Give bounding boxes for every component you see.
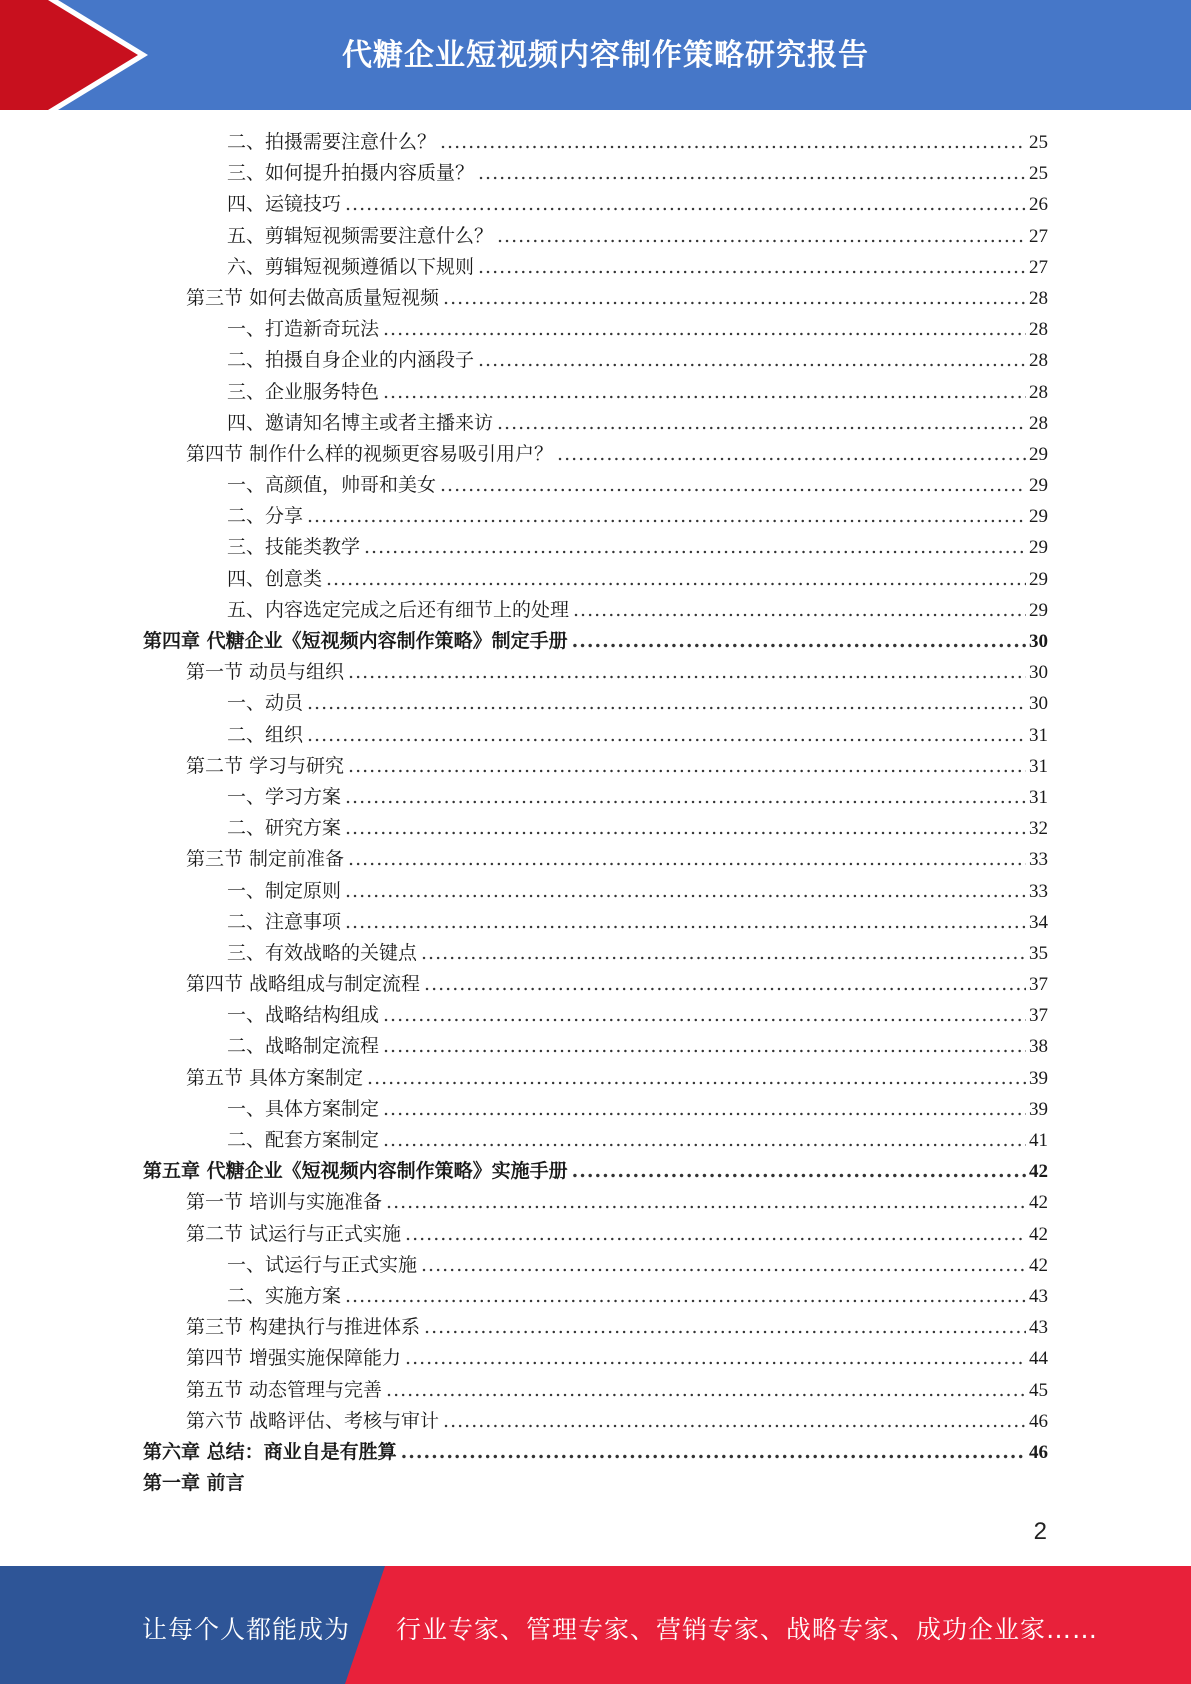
toc-entry-page: 30 <box>1029 631 1048 652</box>
toc-entry-title: 二、战略制定流程 <box>227 1035 380 1058</box>
toc-dot-leader <box>405 1343 1026 1374</box>
toc-entry-title: 四、运镜技巧 <box>227 193 342 216</box>
toc-entry-title: 二、拍摄需要注意什么？ <box>227 131 437 153</box>
toc-entry[interactable] <box>143 1063 1048 1094</box>
toc-entry-page: 46 <box>1029 1410 1048 1432</box>
toc-entry-page: 25 <box>1029 132 1048 153</box>
toc-entry-page: 32 <box>1029 818 1048 840</box>
toc-entry[interactable] <box>143 501 1048 532</box>
toc-dot-leader <box>345 907 1026 938</box>
toc-entry-page: 29 <box>1029 475 1048 497</box>
toc-entry[interactable] <box>143 813 1048 844</box>
toc-entry[interactable] <box>143 564 1048 595</box>
toc-entry-page: 28 <box>1029 319 1048 341</box>
footer-slogan-right: 行业专家、管理专家、营销专家、战略专家、成功企业家…… <box>396 1615 1099 1644</box>
document-title: 代糖企业短视频内容制作策略研究报告 <box>342 38 869 73</box>
toc-entry-title: 第四节 增强实施保障能力 <box>186 1347 402 1370</box>
toc-entry[interactable] <box>143 377 1048 408</box>
toc-dot-leader <box>440 127 1026 158</box>
toc-entry-page: 30 <box>1029 662 1048 684</box>
toc-entry-page: 45 <box>1029 1379 1048 1401</box>
toc-entry[interactable] <box>143 688 1048 719</box>
toc-entry-page: 44 <box>1029 1348 1048 1370</box>
toc-entry-title: 第五节 动态管理与完善 <box>186 1378 383 1401</box>
toc-entry[interactable] <box>143 127 1048 158</box>
toc-entry-page: 42 <box>1029 1161 1048 1183</box>
toc-entry-title: 一、试运行与正式实施 <box>227 1253 418 1276</box>
toc-entry-title: 一、战略结构组成 <box>227 1004 380 1027</box>
toc-entry[interactable] <box>143 470 1048 501</box>
toc-entry-page: 29 <box>1029 568 1048 590</box>
toc-dot-leader <box>443 283 1026 314</box>
toc-dot-leader <box>557 439 1026 470</box>
toc-entry-page: 35 <box>1029 942 1048 964</box>
toc-dot-leader <box>345 189 1026 220</box>
toc-dot-leader <box>348 751 1026 782</box>
toc-entry-title: 三、企业服务特色 <box>227 380 380 403</box>
toc-entry[interactable] <box>143 938 1048 969</box>
toc-entry-title: 第三节 如何去做高质量短视频 <box>186 286 440 309</box>
toc-entry-title: 一、打造新奇玩法 <box>227 318 380 341</box>
toc-entry-page: 39 <box>1029 1098 1048 1120</box>
toc-entry[interactable] <box>143 907 1048 938</box>
toc-entry-page: 28 <box>1029 412 1048 434</box>
toc-entry[interactable] <box>143 844 1048 875</box>
toc-entry-title: 第三节 制定前准备 <box>186 848 345 871</box>
toc-dot-leader <box>386 1187 1026 1218</box>
toc-entry-title: 四、邀请知名博主或者主播来访 <box>227 411 494 434</box>
toc-entry[interactable] <box>143 1187 1048 1218</box>
toc-entry[interactable] <box>143 1312 1048 1343</box>
page-footer <box>0 1566 1191 1684</box>
toc-dot-leader <box>383 1125 1026 1156</box>
page-header <box>0 0 1191 110</box>
toc-entry-title: 第四节 制作什么样的视频更容易吸引用户？ <box>186 442 554 465</box>
toc-entry[interactable] <box>143 1219 1048 1250</box>
toc-dot-leader <box>383 1031 1026 1062</box>
toc-entry-title: 一、动员 <box>227 692 304 715</box>
toc-entry[interactable] <box>143 532 1048 563</box>
toc-entry-page: 43 <box>1029 1317 1048 1339</box>
toc-entry-title: 第四章 代糖企业《短视频内容制作策略》制定手册 <box>143 630 568 652</box>
toc-entry[interactable] <box>143 1000 1048 1031</box>
toc-dot-leader <box>345 876 1026 907</box>
toc-entry-page: 26 <box>1029 194 1048 216</box>
toc-entry-page: 37 <box>1029 974 1048 996</box>
toc-entry-page: 28 <box>1029 350 1048 372</box>
toc-entry-page: 29 <box>1029 537 1048 559</box>
toc-entry[interactable] <box>143 1406 1048 1437</box>
toc-dot-leader <box>307 501 1026 532</box>
toc-entry-page: 33 <box>1029 880 1048 902</box>
toc-entry[interactable] <box>143 1281 1048 1312</box>
toc-entry-title: 一、制定原则 <box>227 879 342 902</box>
toc-dot-leader <box>497 408 1026 439</box>
toc-entry-page: 25 <box>1029 163 1048 185</box>
toc-entry-page: 30 <box>1029 693 1048 715</box>
toc-entry[interactable] <box>143 1156 1048 1187</box>
toc-entry-page: 31 <box>1029 724 1048 746</box>
toc-entry[interactable] <box>143 657 1048 688</box>
toc-entry-title: 二、注意事项 <box>227 910 342 933</box>
toc-entry-page: 46 <box>1029 1441 1048 1463</box>
toc-entry-title: 二、组织 <box>227 723 304 746</box>
toc-dot-leader <box>386 1375 1026 1406</box>
toc-dot-leader <box>421 938 1026 969</box>
toc-dot-leader <box>348 657 1026 688</box>
toc-entry-page: 42 <box>1029 1223 1048 1245</box>
toc-dot-leader <box>345 813 1026 844</box>
toc-entry-page: 31 <box>1029 755 1048 777</box>
toc-entry[interactable] <box>143 969 1048 1000</box>
toc-entry-title: 五、内容选定完成之后还有细节上的处理 <box>227 598 570 621</box>
toc-entry-title: 第三节 构建执行与推进体系 <box>186 1316 421 1339</box>
toc-entry[interactable] <box>143 439 1048 470</box>
toc-entry-title: 二、配套方案制定 <box>227 1129 380 1151</box>
toc-entry[interactable] <box>143 345 1048 376</box>
toc-dot-leader <box>424 969 1026 1000</box>
toc-dot-leader <box>478 252 1026 283</box>
toc-dot-leader <box>383 1000 1026 1031</box>
toc-dot-leader <box>383 377 1026 408</box>
toc-dot-leader <box>440 470 1026 501</box>
toc-entry-page: 28 <box>1029 287 1048 309</box>
toc-entry[interactable] <box>143 408 1048 439</box>
toc-entry[interactable] <box>143 1125 1048 1156</box>
toc-entry[interactable] <box>143 1437 1048 1468</box>
toc-entry[interactable] <box>143 1375 1048 1406</box>
toc-dot-leader <box>326 564 1026 595</box>
toc-entry-page: 37 <box>1029 1005 1048 1027</box>
toc-dot-leader <box>421 1250 1026 1281</box>
toc-entry-page: 27 <box>1029 225 1048 247</box>
toc-dot-leader <box>478 158 1026 189</box>
toc-entry-title: 第一节 动员与组织 <box>186 661 345 684</box>
toc-entry-title: 二、实施方案 <box>227 1284 342 1307</box>
toc-entry-page: 29 <box>1029 506 1048 528</box>
toc-entry-page: 43 <box>1029 1285 1048 1307</box>
toc-entry-page: 29 <box>1029 443 1048 465</box>
toc-entry-page: 38 <box>1029 1036 1048 1058</box>
toc-dot-leader <box>424 1312 1026 1343</box>
table-of-contents <box>143 127 1048 1499</box>
toc-entry-title: 第一节 培训与实施准备 <box>186 1191 383 1214</box>
toc-entry-title: 二、拍摄自身企业的内涵段子 <box>227 349 475 372</box>
toc-entry-page: 33 <box>1029 849 1048 871</box>
toc-dot-leader <box>307 720 1026 751</box>
toc-entry[interactable] <box>143 876 1048 907</box>
toc-dot-leader <box>401 1437 1026 1468</box>
toc-entry-title: 三、如何提升拍摄内容质量？ <box>227 162 475 185</box>
toc-entry-title: 三、有效战略的关键点 <box>227 941 418 964</box>
page-number: 2 <box>1033 1518 1047 1545</box>
toc-dot-leader <box>345 782 1026 813</box>
toc-dot-leader <box>383 314 1026 345</box>
toc-entry[interactable] <box>143 1343 1048 1374</box>
toc-entry-page: 27 <box>1029 256 1048 278</box>
toc-entry-title: 六、剪辑短视频遵循以下规则 <box>227 255 475 278</box>
toc-entry-title: 四、创意类 <box>227 567 323 590</box>
toc-entry-title: 第四节 战略组成与制定流程 <box>186 973 421 996</box>
toc-entry-title: 五、剪辑短视频需要注意什么？ <box>227 224 494 247</box>
toc-entry-page: 42 <box>1029 1254 1048 1276</box>
toc-dot-leader <box>478 345 1026 376</box>
toc-dot-leader <box>348 844 1026 875</box>
toc-dot-leader <box>497 221 1026 252</box>
toc-entry[interactable] <box>143 252 1048 283</box>
toc-entry[interactable] <box>143 221 1048 252</box>
footer-slogan-left: 让每个人都能成为 <box>142 1615 351 1644</box>
toc-entry-title: 第六节 战略评估、考核与审计 <box>186 1409 440 1432</box>
toc-entry-title: 第六章 总结：商业自是有胜算 <box>143 1440 397 1463</box>
toc-dot-leader <box>405 1219 1026 1250</box>
toc-dot-leader <box>345 1281 1026 1312</box>
toc-entry[interactable] <box>143 782 1048 813</box>
toc-entry-page: 29 <box>1029 599 1048 621</box>
toc-entry-title: 二、研究方案 <box>227 817 342 840</box>
toc-entry-title: 第二节 试运行与正式实施 <box>186 1222 402 1245</box>
toc-entry[interactable] <box>143 158 1048 189</box>
toc-entry-title: 第五章 代糖企业《短视频内容制作策略》实施手册 <box>143 1160 568 1183</box>
toc-entry-title: 第五节 具体方案制定 <box>186 1066 364 1089</box>
toc-entry-title: 第二节 学习与研究 <box>186 754 345 777</box>
toc-dot-leader <box>383 1094 1026 1125</box>
toc-entry-title: 一、学习方案 <box>227 785 342 808</box>
toc-entry[interactable] <box>143 314 1048 345</box>
toc-dot-leader <box>572 1156 1026 1187</box>
toc-dot-leader <box>307 688 1026 719</box>
toc-dot-leader <box>367 1063 1026 1094</box>
toc-entry-title: 一、高颜值，帅哥和美女 <box>227 474 437 497</box>
toc-entry-page: 28 <box>1029 381 1048 403</box>
toc-entry-page: 39 <box>1029 1067 1048 1089</box>
toc-dot-leader <box>572 626 1026 657</box>
toc-entry[interactable] <box>143 1094 1048 1125</box>
toc-entry[interactable] <box>143 1468 1048 1499</box>
toc-entry-page: 34 <box>1029 911 1048 933</box>
toc-entry[interactable] <box>143 751 1048 782</box>
toc-entry[interactable] <box>143 1250 1048 1281</box>
toc-entry-page: 42 <box>1029 1192 1048 1214</box>
toc-entry[interactable] <box>143 595 1048 626</box>
toc-entry-title: 一、具体方案制定 <box>227 1097 380 1120</box>
toc-entry[interactable] <box>143 283 1048 314</box>
toc-entry[interactable] <box>143 1031 1048 1062</box>
toc-entry-title: 第一章 前言 <box>143 1472 245 1495</box>
toc-entry[interactable] <box>143 189 1048 220</box>
toc-entry-title: 三、技能类教学 <box>227 536 361 559</box>
toc-entry-page: 41 <box>1029 1130 1048 1151</box>
toc-dot-leader <box>573 595 1026 626</box>
toc-dot-leader <box>443 1406 1026 1437</box>
toc-entry[interactable] <box>143 720 1048 751</box>
toc-entry[interactable] <box>143 626 1048 657</box>
toc-entry-page: 31 <box>1029 786 1048 808</box>
toc-entry-title: 二、分享 <box>227 505 304 528</box>
toc-dot-leader <box>364 532 1026 563</box>
